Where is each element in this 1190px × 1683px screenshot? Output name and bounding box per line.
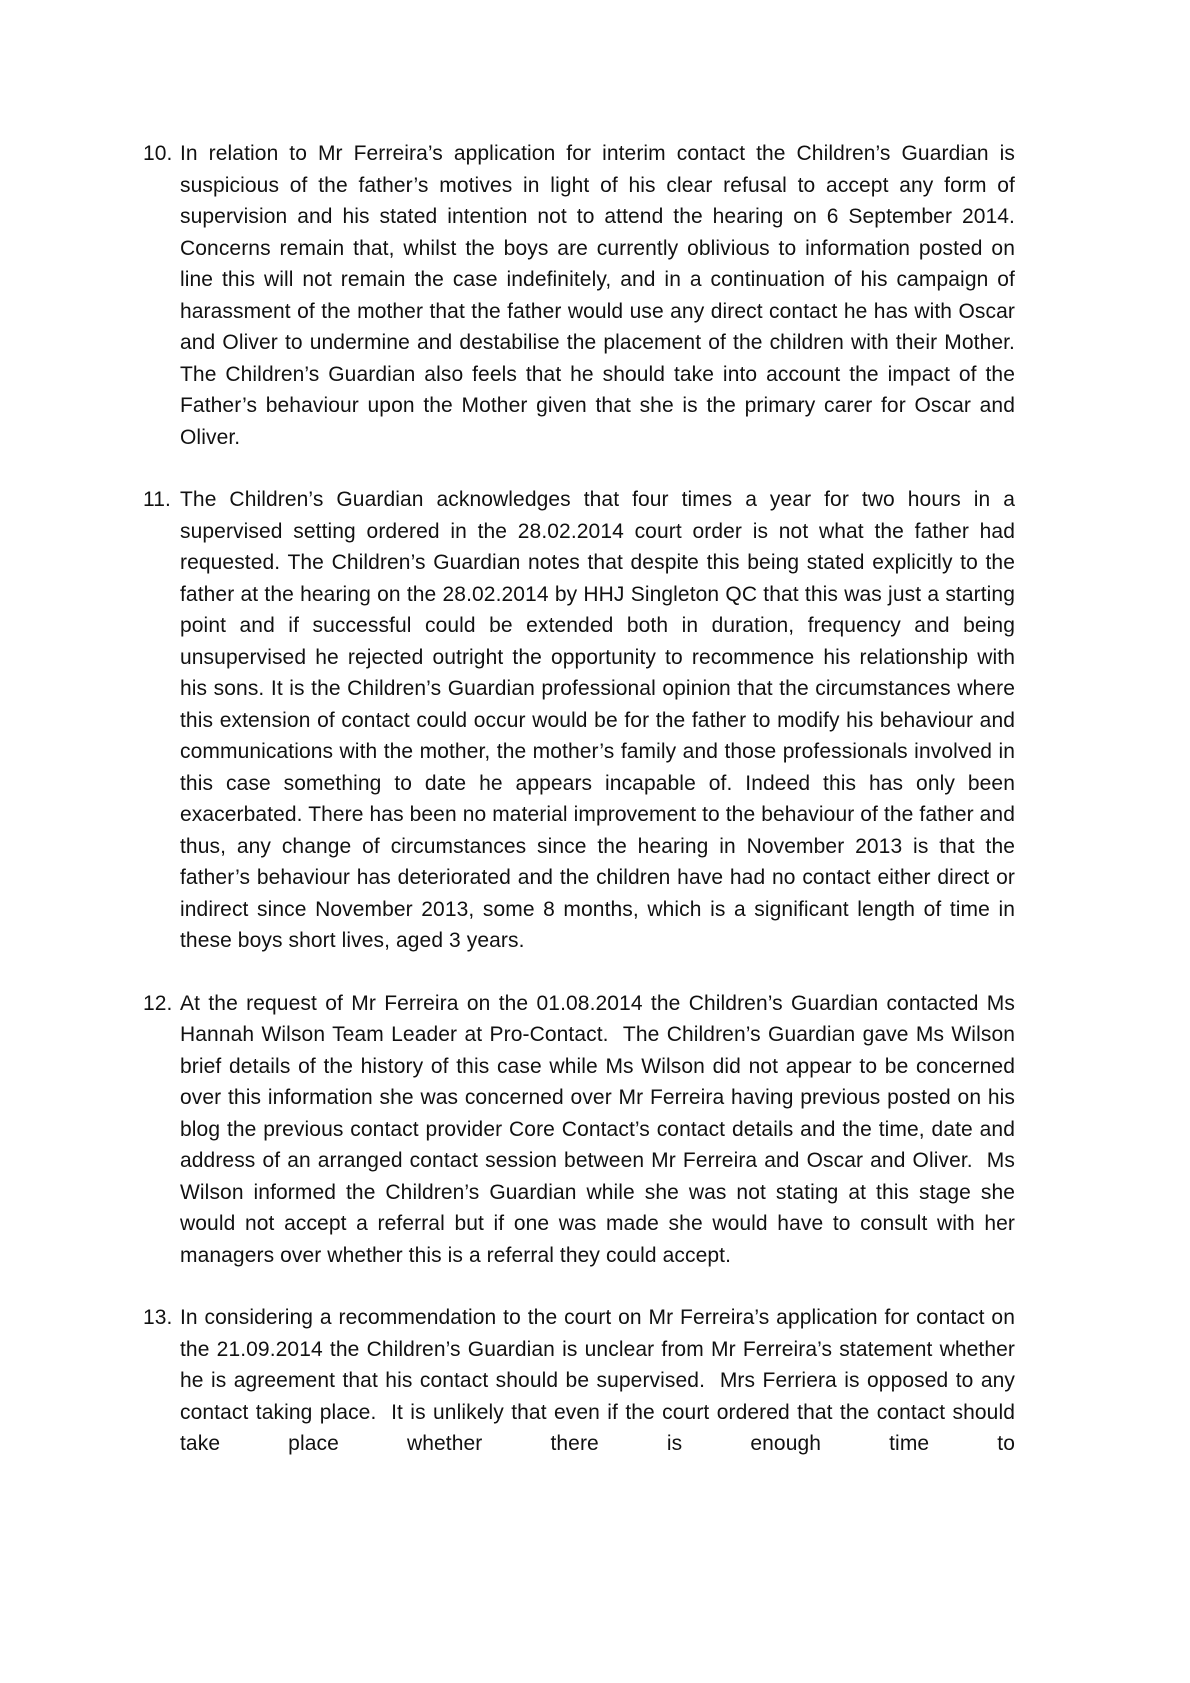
paragraph-number: 10. (143, 142, 173, 165)
paragraph-text: In relation to Mr Ferreira’s application for interim contact the Children’s Guardian is suspicious of the father’s motives in light of his clear refusal to accept any form of supervision and his stated intention not to attend the hearing on 6 September 2014. Concerns remain that, whilst the boys are currently oblivious to information posted on line this will not remain the case indefinitely, and in a continuation of his campaign of harassment of the mother that the father would use any direct contact he has with Oscar and Oliver to undermine and destabilise the placement of the children with their Mother. The Children’s Guardian also feels that he should take into account the impact of the Father’s behaviour upon the Mother given that she is the primary carer for Oscar and Oliver. (180, 142, 1027, 449)
paragraph (143, 484, 1021, 957)
paragraph-number: 13. (143, 1306, 173, 1329)
document-content (143, 138, 1027, 1491)
paragraph-number: 12. (143, 991, 173, 1015)
paragraph (143, 1302, 1021, 1460)
paragraph (143, 138, 1027, 453)
paragraph-text: The Children’s Guardian acknowledges that four times a year for two hours in a supervised setting ordered in the 28.02.2014 court order is not what the father had requested. The Children’s Guardian notes that despite this being stated explicitly to the father at the hearing on the 28.02.2014 by HHJ Singleton QC that this was just a starting point and if successful could be extended both in duration, frequency and being unsupervised he rejected outright the opportunity to recommence his relationship with his sons. It is the Children’s Guardian professional opinion that the circumstances where this extension of contact could occur would be for the father to modify his behaviour and communications with the mother, the mother’s family and those professionals involved in this case something to date he appears incapable of. Indeed this has only been exacerbated. There has been no material improvement to the behaviour of the father and thus, any change of circumstances since the hearing in November 2013 is that the father’s behaviour has deteriorated and the children have had no contact either direct or indirect since November 2013, some 8 months, which is a significant length of time in these boys short lives, aged 3 years. (180, 488, 1021, 952)
paragraph-text: At the request of Mr Ferreira on the 01.08.2014 the Children’s Guardian contacted Ms Hannah Wilson Team Leader at Pro-Contact. The Children’s Guardian gave Ms Wilson brief details of the history of this case while Ms Wilson did not appear to be concerned over this information she was concerned over Mr Ferreira having previous posted on his blog the previous contact provider Core Contact’s contact details and the time, date and address of an arranged contact session between Mr Ferreira and Oscar and Oliver. Ms Wilson informed the Children’s Guardian while she was not stating at this stage she would not accept a referral but if one was made she would have to consult with her managers over whether this is a referral they could accept. (180, 991, 1021, 1267)
paragraph-text: In considering a recommendation to the court on Mr Ferreira’s application for contact on the 21.09.2014 the Children’s Guardian is unclear from Mr Ferreira’s statement whether he is agreement that his contact should be supervised. Mrs Ferriera is opposed to any contact taking place. It is unlikely that even if the court ordered that the contact should take place whether there is enough time to (180, 1306, 1021, 1455)
paragraph (143, 988, 1021, 1272)
paragraph-number: 11. (143, 488, 171, 511)
